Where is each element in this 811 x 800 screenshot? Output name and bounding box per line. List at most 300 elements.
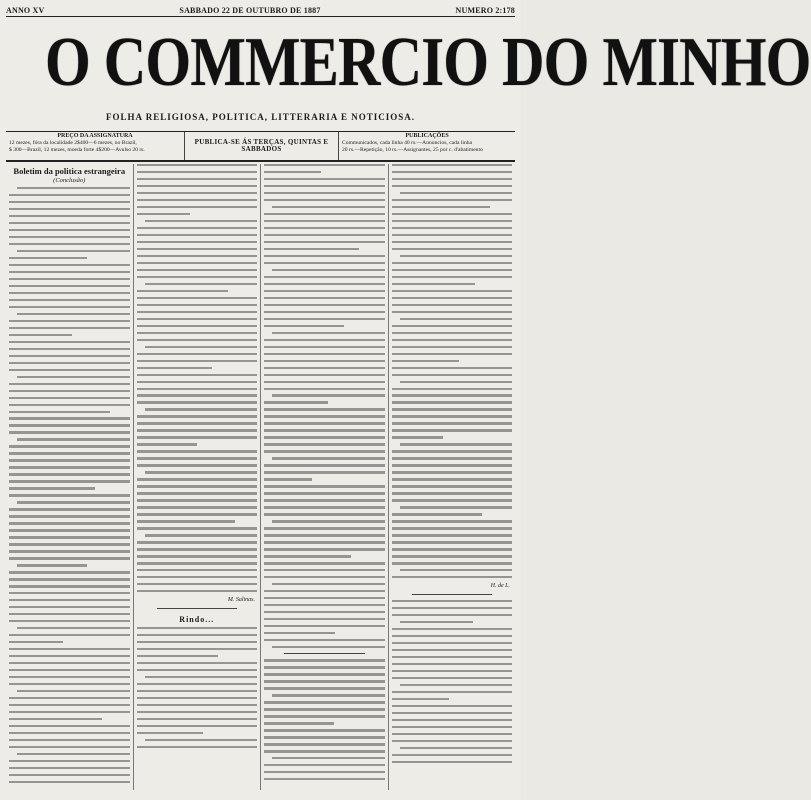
- text-line: [272, 694, 385, 696]
- text-line: [137, 297, 258, 299]
- text-line: [272, 457, 385, 459]
- text-line: [9, 459, 130, 461]
- text-line: [392, 607, 513, 609]
- text-line: [264, 381, 385, 383]
- text-line: [9, 299, 130, 301]
- column-4: [388, 164, 516, 790]
- text-line: [264, 290, 385, 292]
- text-line: [264, 541, 385, 543]
- text-line: [392, 297, 513, 299]
- text-line: [264, 241, 385, 243]
- text-line: [137, 506, 258, 508]
- text-line: [400, 255, 513, 257]
- text-line: [9, 390, 130, 392]
- text-line: [9, 711, 130, 713]
- text-line: [9, 781, 130, 783]
- text-line: [9, 606, 130, 608]
- text-line: [264, 764, 385, 766]
- text-line: [264, 548, 385, 550]
- text-line: [264, 276, 385, 278]
- text-line: [392, 185, 513, 187]
- text-line: [264, 367, 385, 369]
- text-line: [9, 327, 130, 329]
- text-line: [9, 557, 130, 559]
- text-line: [9, 285, 130, 287]
- text-line: [392, 740, 513, 742]
- text-line: [392, 304, 513, 306]
- text-line: [137, 311, 258, 313]
- text-line: [9, 669, 130, 671]
- text-line: [9, 215, 130, 217]
- newspaper-subtitle: FOLHA RELIGIOSA, POLITICA, LITTERARIA E NOTICIOSA.: [105, 112, 416, 122]
- text-line: [272, 394, 385, 396]
- text-line: [9, 648, 130, 650]
- text-line: [137, 367, 213, 369]
- text-line: [9, 515, 130, 517]
- text-line: [137, 332, 258, 334]
- text-line: [264, 429, 385, 431]
- text-line: [9, 229, 130, 231]
- text-line: [392, 171, 513, 173]
- text-line: [137, 520, 236, 522]
- text-line: [264, 436, 385, 438]
- text-line: [392, 726, 513, 728]
- column-3: [260, 164, 388, 790]
- text-line: [137, 450, 258, 452]
- text-line: [392, 649, 513, 651]
- text-line: [137, 499, 258, 501]
- text-line: [392, 325, 513, 327]
- text-line: [400, 381, 513, 383]
- text-line: [264, 478, 312, 480]
- text-line: [137, 374, 258, 376]
- article-text: [392, 164, 513, 578]
- text-line: [137, 690, 258, 692]
- text-line: [137, 457, 258, 459]
- divider: [157, 608, 238, 609]
- text-line: [137, 185, 258, 187]
- text-line: [9, 341, 130, 343]
- text-line: [145, 283, 258, 285]
- text-line: [264, 499, 385, 501]
- text-line: [137, 562, 258, 564]
- text-line: [392, 555, 513, 557]
- publications-line: Communicados, cada linha 40 rs.—Annuncios, cada linha: [342, 140, 473, 146]
- text-line: [400, 318, 513, 320]
- text-line: [137, 541, 258, 543]
- text-line: [392, 401, 513, 403]
- text-line: [137, 262, 258, 264]
- text-line: [9, 508, 130, 510]
- text-line: [9, 655, 130, 657]
- text-line: [137, 443, 197, 445]
- text-line: [264, 708, 385, 710]
- text-line: [264, 422, 385, 424]
- text-line: [264, 604, 385, 606]
- text-line: [9, 383, 130, 385]
- text-line: [9, 725, 130, 727]
- text-line: [9, 634, 130, 636]
- text-line: [9, 571, 130, 573]
- text-line: [9, 264, 130, 266]
- column-1: [6, 164, 133, 790]
- text-line: [17, 753, 130, 755]
- text-line: [392, 513, 482, 515]
- text-line: [17, 250, 130, 252]
- text-line: [137, 662, 258, 664]
- text-line: [392, 698, 450, 700]
- publications-caption: PUBLICAÇÕES: [405, 133, 449, 139]
- text-line: [137, 704, 258, 706]
- text-line: [392, 206, 491, 208]
- text-line: [264, 673, 385, 675]
- text-line: [137, 255, 258, 257]
- text-line: [264, 534, 385, 536]
- text-line: [264, 234, 385, 236]
- text-line: [137, 192, 258, 194]
- text-line: [264, 346, 385, 348]
- text-line: [145, 676, 258, 678]
- text-line: [392, 429, 513, 431]
- text-line: [137, 655, 219, 657]
- text-line: [392, 408, 513, 410]
- text-line: [392, 346, 513, 348]
- text-line: [392, 339, 513, 341]
- text-line: [400, 569, 513, 571]
- text-line: [392, 457, 513, 459]
- text-line: [9, 445, 130, 447]
- text-line: [9, 278, 130, 280]
- text-line: [9, 487, 95, 489]
- text-line: [137, 527, 258, 529]
- text-line: [137, 513, 258, 515]
- text-line: [392, 464, 513, 466]
- text-line: [392, 541, 513, 543]
- text-line: [392, 691, 513, 693]
- text-line: [392, 178, 513, 180]
- text-line: [264, 304, 385, 306]
- text-line: [392, 450, 513, 452]
- text-line: [9, 348, 130, 350]
- text-line: [392, 656, 513, 658]
- text-line: [264, 597, 385, 599]
- text-line: [264, 443, 385, 445]
- text-line: [392, 562, 513, 564]
- text-line: [392, 635, 513, 637]
- text-line: [392, 290, 513, 292]
- text-line: [9, 201, 130, 203]
- text-line: [392, 614, 513, 616]
- text-line: [392, 283, 475, 285]
- text-line: [9, 369, 130, 371]
- text-line: [137, 422, 258, 424]
- text-line: [264, 339, 385, 341]
- text-line: [9, 466, 130, 468]
- text-line: [392, 241, 513, 243]
- text-line: [392, 548, 513, 550]
- text-line: [137, 199, 258, 201]
- text-line: [264, 666, 385, 668]
- text-line: [9, 578, 130, 580]
- text-line: [137, 339, 258, 341]
- text-line: [9, 292, 130, 294]
- text-line: [392, 276, 513, 278]
- text-line: [9, 397, 130, 399]
- text-line: [145, 408, 258, 410]
- text-line: [392, 754, 513, 756]
- subscription-line: 12 mezes, fóra da localidade 2$400—6 mezes, no Brazil,: [9, 140, 137, 146]
- text-line: [137, 290, 229, 292]
- article-subheading: (Conclusão): [53, 177, 86, 184]
- text-line: [137, 697, 258, 699]
- text-line: [9, 404, 130, 406]
- text-line: [392, 332, 513, 334]
- masthead: [4, 22, 811, 112]
- text-line: [264, 778, 385, 780]
- info-bar: [6, 131, 515, 162]
- text-line: [137, 627, 258, 629]
- text-line: [145, 534, 258, 536]
- text-line: [264, 722, 334, 724]
- text-line: [264, 715, 385, 717]
- text-line: [9, 662, 130, 664]
- text-line: [137, 241, 258, 243]
- text-line: [264, 227, 385, 229]
- text-line: [264, 353, 385, 355]
- text-line: [392, 388, 513, 390]
- text-line: [9, 676, 130, 678]
- text-line: [264, 680, 385, 682]
- text-line: [272, 520, 385, 522]
- text-line: [264, 562, 385, 564]
- text-line: [9, 746, 130, 748]
- text-line: [264, 262, 385, 264]
- text-line: [392, 478, 513, 480]
- text-line: [392, 712, 513, 714]
- text-line: [264, 325, 344, 327]
- text-line: [9, 774, 130, 776]
- text-line: [17, 690, 130, 692]
- text-line: [392, 422, 513, 424]
- text-line: [137, 648, 258, 650]
- text-line: [264, 527, 385, 529]
- text-line: [137, 206, 258, 208]
- newspaper-title: O COMMERCIO DO MINHO: [45, 24, 811, 101]
- text-line: [9, 697, 130, 699]
- text-line: [264, 283, 385, 285]
- text-line: [9, 222, 130, 224]
- subscription-caption: PREÇO DA ASSIGNATURA: [57, 133, 133, 139]
- text-line: [137, 436, 258, 438]
- text-line: [392, 213, 513, 215]
- text-line: [9, 550, 130, 552]
- text-line: [272, 332, 385, 334]
- text-line: [400, 443, 513, 445]
- text-line: [392, 677, 513, 679]
- text-line: [137, 683, 258, 685]
- text-line: [145, 346, 258, 348]
- text-line: [17, 564, 87, 566]
- text-line: [137, 388, 258, 390]
- text-line: [9, 718, 102, 720]
- text-line: [264, 555, 351, 557]
- text-line: [17, 627, 130, 629]
- text-line: [9, 620, 130, 622]
- text-line: [137, 360, 258, 362]
- text-line: [264, 185, 385, 187]
- text-line: [392, 600, 513, 602]
- text-line: [264, 639, 385, 641]
- subscription-box: [6, 132, 184, 160]
- text-line: [9, 271, 130, 273]
- text-line: [264, 401, 328, 403]
- text-line: [9, 473, 130, 475]
- text-line: [264, 492, 385, 494]
- text-line: [17, 501, 130, 503]
- text-line: [9, 194, 130, 196]
- publications-box: [339, 132, 515, 160]
- column-2: [133, 164, 261, 790]
- text-line: [392, 576, 513, 578]
- text-line: [264, 736, 385, 738]
- text-line: [392, 367, 513, 369]
- text-line: [264, 408, 385, 410]
- text-line: [264, 360, 385, 362]
- text-line: [400, 684, 513, 686]
- text-line: [9, 613, 130, 615]
- text-line: [9, 760, 130, 762]
- text-line: [392, 415, 513, 417]
- text-line: [264, 255, 385, 257]
- text-line: [392, 642, 513, 644]
- text-line: [400, 621, 474, 623]
- text-line: [264, 611, 385, 613]
- text-line: [392, 234, 513, 236]
- text-line: [392, 705, 513, 707]
- article-text: [264, 659, 385, 780]
- date-line: [6, 4, 515, 17]
- text-line: [137, 304, 258, 306]
- text-line: [137, 746, 258, 748]
- text-line: [272, 206, 385, 208]
- text-line: [264, 171, 321, 173]
- text-line: [264, 632, 335, 634]
- text-line: [137, 248, 258, 250]
- text-line: [137, 590, 258, 592]
- text-line: [9, 452, 130, 454]
- text-line: [264, 618, 385, 620]
- text-line: [392, 719, 513, 721]
- text-line: [264, 248, 359, 250]
- text-line: [137, 548, 258, 550]
- text-line: [9, 431, 130, 433]
- text-line: [400, 747, 513, 749]
- article-heading: Boletim da politica estrangeira: [13, 166, 126, 176]
- text-line: [392, 360, 459, 362]
- text-line: [137, 718, 258, 720]
- subscription-line: $ 300—Brazil, 12 mezes, moeda forte 4$200—Avulso 20 rs.: [9, 147, 145, 153]
- text-line: [392, 374, 513, 376]
- text-line: [264, 771, 385, 773]
- text-line: [400, 506, 513, 508]
- text-line: [264, 311, 385, 313]
- text-line: [137, 464, 258, 466]
- text-line: [9, 683, 130, 685]
- text-line: [9, 732, 130, 734]
- text-line: [264, 659, 385, 661]
- text-line: [137, 569, 258, 571]
- text-line: [137, 353, 258, 355]
- text-line: [264, 701, 385, 703]
- text-line: [392, 471, 513, 473]
- text-line: [392, 269, 513, 271]
- text-line: [9, 417, 130, 419]
- text-line: [272, 646, 385, 648]
- text-line: [9, 522, 130, 524]
- text-line: [137, 164, 258, 166]
- divider: [284, 653, 365, 654]
- text-line: [264, 178, 385, 180]
- text-line: [17, 438, 130, 440]
- text-line: [137, 576, 258, 578]
- schedule-box: [184, 132, 339, 160]
- text-line: [137, 178, 258, 180]
- publications-line: 20 rs.—Repetição, 10 rs.—Assignantes, 25 por c. d'abatimento: [342, 147, 483, 153]
- article-text: [137, 627, 258, 748]
- text-line: [17, 376, 130, 378]
- section-heading: Rindo...: [179, 615, 215, 625]
- text-line: [9, 585, 130, 587]
- text-line: [9, 243, 130, 245]
- text-line: [264, 199, 385, 201]
- text-line: [9, 208, 130, 210]
- text-line: [392, 436, 444, 438]
- text-line: [264, 388, 385, 390]
- article-text: [264, 164, 385, 648]
- text-line: [392, 527, 513, 529]
- text-line: [137, 732, 203, 734]
- text-line: [137, 213, 190, 215]
- text-line: [392, 663, 513, 665]
- text-line: [137, 492, 258, 494]
- text-line: [264, 450, 385, 452]
- text-line: [272, 757, 385, 759]
- text-line: [264, 625, 385, 627]
- text-line: [137, 711, 258, 713]
- text-line: [9, 320, 130, 322]
- text-line: [392, 733, 513, 735]
- text-line: [137, 401, 258, 403]
- text-line: [400, 192, 513, 194]
- text-line: [137, 429, 258, 431]
- divider: [412, 594, 493, 595]
- text-line: [9, 592, 130, 594]
- article-text: [9, 187, 130, 783]
- text-line: [9, 424, 130, 426]
- date-label: SABBADO 22 DE OUTUBRO DE 1887: [179, 5, 321, 15]
- article-signature: H. de L.: [490, 583, 510, 590]
- text-line: [137, 171, 258, 173]
- text-line: [264, 220, 385, 222]
- text-line: [17, 187, 130, 189]
- text-line: [264, 687, 385, 689]
- text-line: [264, 743, 385, 745]
- text-line: [137, 234, 258, 236]
- text-line: [9, 306, 130, 308]
- text-line: [9, 236, 130, 238]
- text-line: [264, 471, 385, 473]
- text-line: [9, 480, 130, 482]
